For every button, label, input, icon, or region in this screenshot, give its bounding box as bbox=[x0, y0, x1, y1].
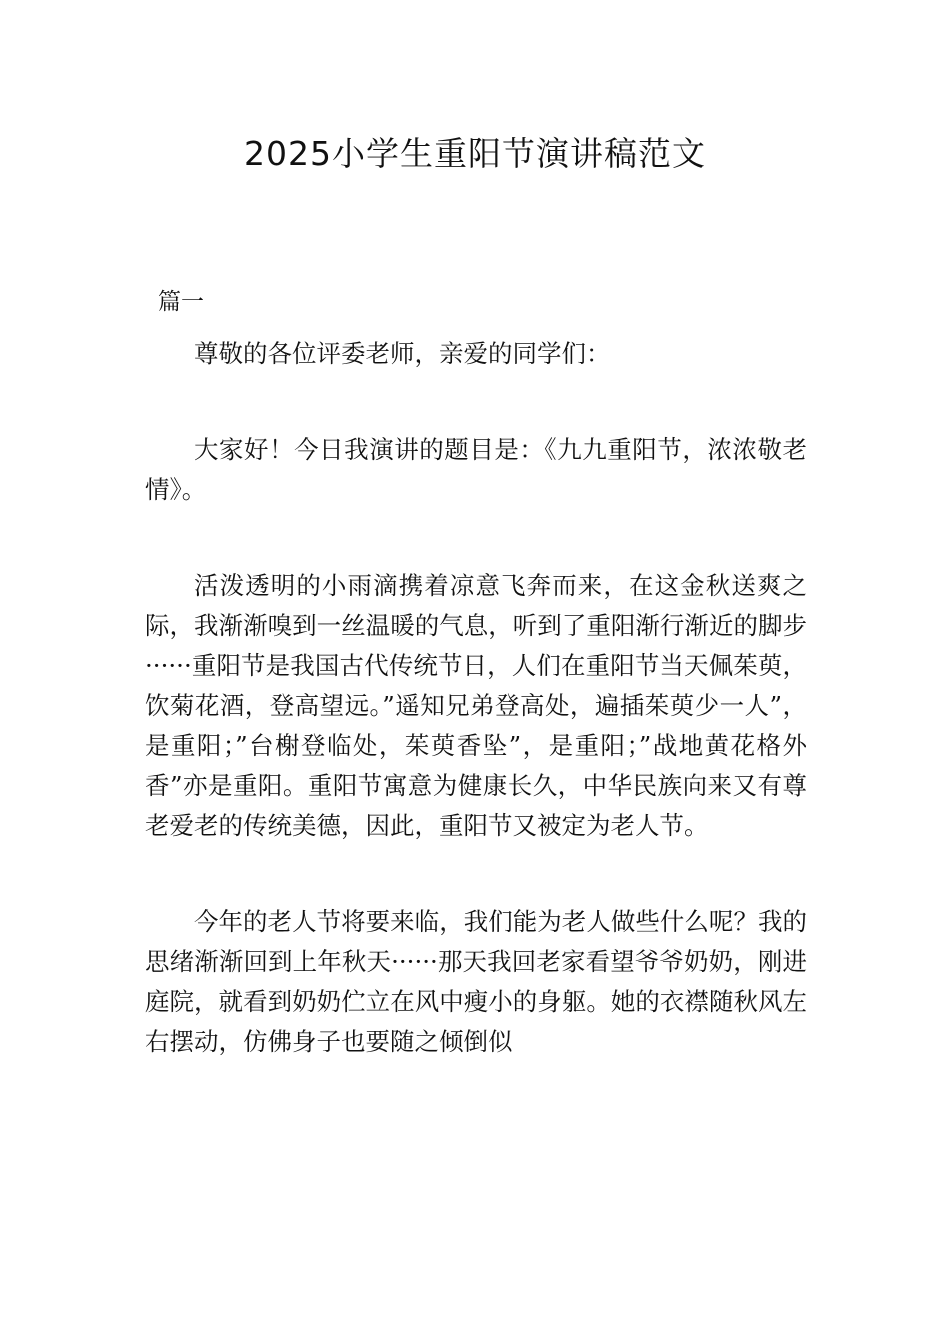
paragraph-memory: 今年的老人节将要来临，我们能为老人做些什么呢？我的思绪渐渐回到上年秋天······那天我回老家看望爷爷奶奶，刚进庭院，就看到奶奶伫立在风中瘦小的身躯。她的衣襟随秋风左右摆动，仿佛身子也要随之倾倒似 bbox=[145, 907, 807, 1056]
document-title: 2025小学生重阳节演讲稿范文 bbox=[244, 134, 706, 173]
document-body bbox=[145, 334, 807, 1062]
paragraph-salutation: 尊敬的各位评委老师，亲爱的同学们： bbox=[194, 339, 611, 368]
paragraph-festival-intro: 活泼透明的小雨滴携着凉意飞奔而来，在这金秋送爽之际，我渐渐嗅到一丝温暖的气息，听到了重阳渐行渐近的脚步······重阳节是我国古代传统节日，人们在重阳节当天佩茱萸，饮菊花酒，登高望远。”遥知兄弟登高处，遍插茱萸少一人”，是重阳；”台榭登临处，茱萸香坠”，是重阳；”战地黄花格外香”亦是重阳。重阳节寓意为健康长久，中华民族向来又有尊老爱老的传统美德，因此，重阳节又被定为老人节。 bbox=[145, 571, 807, 840]
section-label: 篇一 bbox=[158, 289, 204, 315]
paragraph-greeting: 大家好！今日我演讲的题目是：《九九重阳节，浓浓敬老情》。 bbox=[145, 435, 807, 504]
